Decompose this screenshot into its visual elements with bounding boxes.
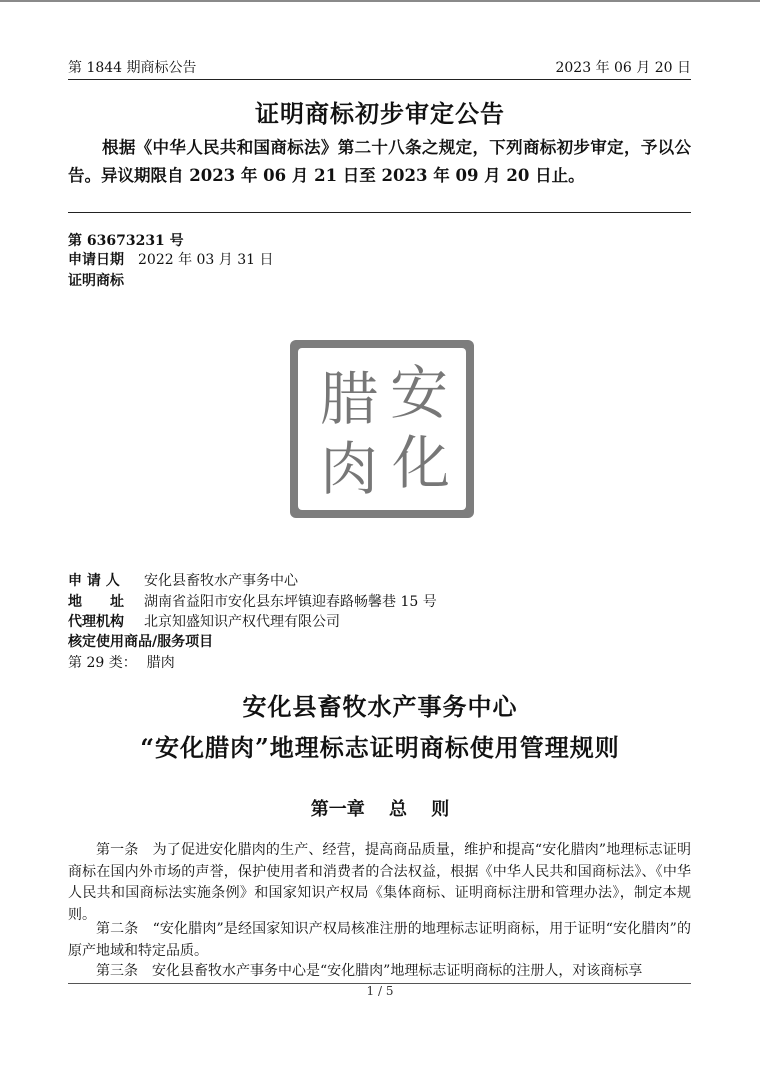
class-row (68, 652, 175, 672)
issue-date: 2023 年 06 月 20 日 (555, 60, 691, 76)
trademark-char-2: 安 (390, 359, 449, 427)
rules-title-line1: 安化县畜牧水产事务中心 (242, 692, 518, 721)
address-value: 湖南省益阳市安化县东坪镇迎春路畅馨巷 15 号 (144, 594, 437, 610)
class-value: 腊肉 (146, 655, 175, 671)
address-label: 地 址 (68, 594, 124, 610)
agent-value: 北京知盛知识产权代理有限公司 (144, 614, 340, 630)
rules-title-line2: “安化腊肉”地理标志证明商标使用管理规则 (140, 733, 620, 762)
applicant-label: 申 请 人 (68, 573, 120, 589)
applicant-value: 安化县畜牧水产事务中心 (144, 573, 298, 589)
trademark-image (290, 340, 474, 518)
applicant-row (68, 570, 298, 590)
article-2: 第二条 “安化腊肉”是经国家知识产权局核准注册的地理标志证明商标，用于证明“安化腊肉”的原产地域和特定品质。 (68, 921, 691, 959)
class-label: 第 29 类： (68, 655, 137, 671)
filing-date-label: 申请日期 (68, 252, 124, 268)
trademark-char-1: 腊 (320, 365, 379, 433)
page-number: 1 / 5 (366, 984, 394, 998)
filing-date-value: 2022 年 03 月 31 日 (138, 252, 274, 268)
announcement-title: 证明商标初步审定公告 (255, 99, 505, 128)
goods-services-label: 核定使用商品/服务项目 (68, 634, 214, 650)
header-rule (68, 79, 691, 80)
agent-label: 代理机构 (68, 614, 124, 630)
announcement-intro: 根据《中华人民共和国商标法》第二十八条之规定，下列商标初步审定，予以公告。异议期限自 2023 年 06 月 21 日至 2023 年 09 月 20 日止。 (68, 138, 691, 185)
mark-type: 证明商标 (68, 273, 124, 289)
top-border (0, 0, 760, 2)
filing-date-row (68, 249, 274, 269)
issue-number: 第 1844 期商标公告 (68, 60, 197, 76)
section-rule (68, 212, 691, 213)
article-3: 第三条 安化县畜牧水产事务中心是“安化腊肉”地理标志证明商标的注册人，对该商标享 (96, 963, 643, 979)
agent-row (68, 611, 340, 631)
article-1: 第一条 为了促进安化腊肉的生产、经营，提高商品质量，维护和提高“安化腊肉”地理标志证明商标在国内外市场的声誉，保护使用者和消费者的合法权益，根据《中华人民共和国商标法》、《中华人民共和国商标法实施条例》和国家知识产权局《集体商标、证明商标注册和管理办法》，制定本规则。 (68, 842, 691, 923)
trademark-char-4: 化 (392, 429, 451, 497)
registration-number: 第 63673231 号 (68, 233, 184, 249)
address-row (68, 591, 437, 611)
trademark-char-3: 肉 (320, 435, 379, 503)
chapter-heading: 第一章 总 则 (310, 799, 450, 820)
